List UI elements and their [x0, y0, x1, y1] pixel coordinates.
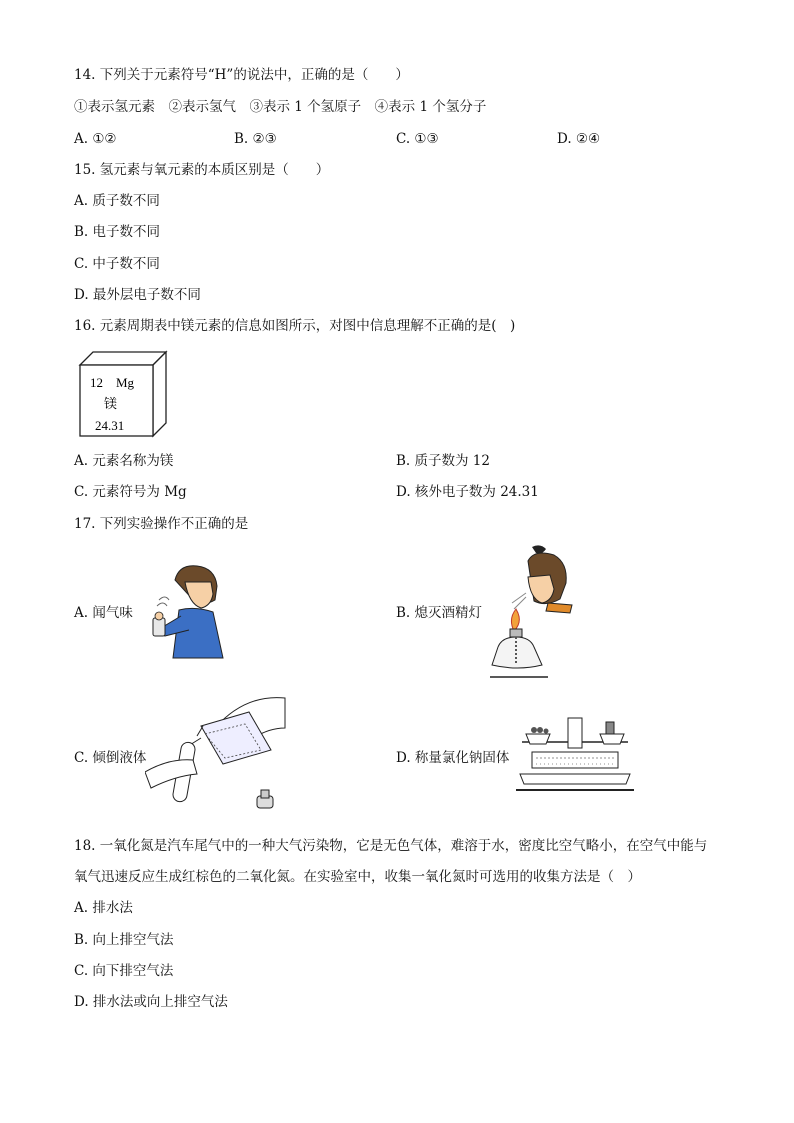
q14-stem: 14. 下列关于元素符号“H”的说法中，正确的是（ ） — [74, 67, 409, 83]
q15-option-d[interactable]: D. 最外层电子数不同 — [74, 287, 201, 303]
q15-stem: 15. 氢元素与氧元素的本质区别是（ ） — [74, 162, 330, 178]
q14-option-d[interactable]: D. ②④ — [557, 131, 601, 147]
smelling-illustration — [145, 560, 230, 660]
balance-illustration — [516, 712, 634, 796]
periodic-cell-illustration — [78, 350, 170, 440]
q18-option-d[interactable]: D. 排水法或向上排空气法 — [74, 994, 228, 1010]
alcohol-lamp-illustration — [488, 543, 583, 683]
q16-stem: 16. 元素周期表中镁元素的信息如图所示，对图中信息理解不正确的是( ) — [74, 318, 516, 334]
q17-option-a[interactable]: A. 闻气味 — [74, 605, 133, 621]
q18-option-b[interactable]: B. 向上排空气法 — [74, 932, 174, 948]
q18-stem-line-1: 18. 一氧化氮是汽车尾气中的一种大气污染物，它是无色气体，难溶于水，密度比空气略小，在空气中能与 — [74, 838, 708, 854]
q16-option-a[interactable]: A. 元素名称为镁 — [74, 453, 174, 469]
periodic-cell-symbol: Mg — [116, 375, 135, 390]
q17-stem: 17. 下列实验操作不正确的是 — [74, 516, 249, 532]
q14-option-b[interactable]: B. ②③ — [234, 131, 277, 147]
pouring-liquid-illustration — [145, 688, 290, 816]
q16-option-d[interactable]: D. 核外电子数为 24.31 — [396, 484, 539, 500]
periodic-cell-mass: 24.31 — [95, 418, 125, 433]
q14-option-a[interactable]: A. ①② — [74, 131, 117, 147]
q14-option-c[interactable]: C. ①③ — [396, 131, 439, 147]
q15-option-c[interactable]: C. 中子数不同 — [74, 256, 160, 272]
q16-option-c[interactable]: C. 元素符号为 Mg — [74, 484, 187, 500]
periodic-cell-number: 12 — [90, 375, 103, 390]
q14-statements: ①表示氢元素 ②表示氢气 ③表示 1 个氢原子 ④表示 1 个氢分子 — [74, 99, 487, 115]
q15-option-a[interactable]: A. 质子数不同 — [74, 193, 160, 209]
q15-option-b[interactable]: B. 电子数不同 — [74, 224, 161, 240]
q18-option-a[interactable]: A. 排水法 — [74, 900, 133, 916]
q17-option-d[interactable]: D. 称量氯化钠固体 — [396, 750, 510, 766]
q17-option-b[interactable]: B. 熄灭酒精灯 — [396, 605, 483, 621]
q16-option-b[interactable]: B. 质子数为 12 — [396, 453, 490, 469]
q17-option-c[interactable]: C. 倾倒液体 — [74, 750, 147, 766]
q18-stem-line-2: 氧气迅速反应生成红棕色的二氧化氮。在实验室中，收集一氧化氮时可选用的收集方法是（ ） — [74, 869, 641, 885]
q18-option-c[interactable]: C. 向下排空气法 — [74, 963, 174, 979]
periodic-cell-name: 镁 — [104, 397, 118, 412]
